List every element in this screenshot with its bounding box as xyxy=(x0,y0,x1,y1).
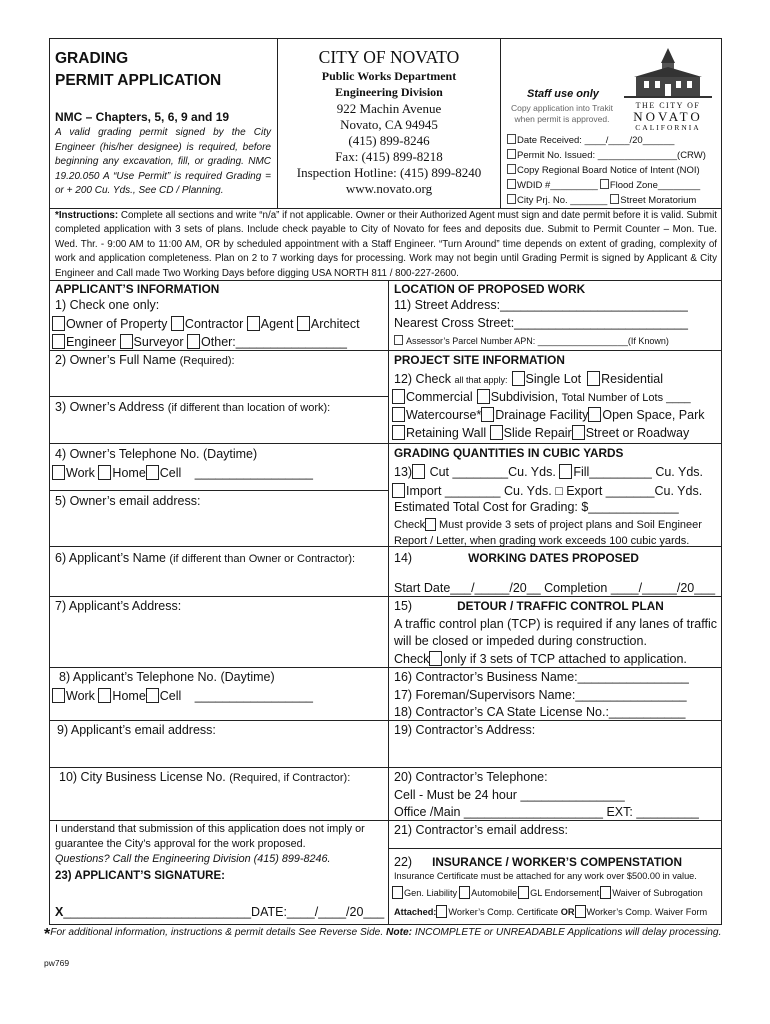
tcp-text: A traffic control plan (TCP) is required if any lanes of traffic will be closed or impeded during construction. xyxy=(394,617,717,648)
q8-phone-type xyxy=(52,688,313,703)
divider xyxy=(388,720,722,721)
signature-line[interactable] xyxy=(55,905,384,919)
checkbox[interactable] xyxy=(507,134,516,144)
label: □ Export _______Cu. Yds. xyxy=(555,484,703,498)
label: Import ________ Cu. Yds. xyxy=(406,484,552,498)
label: Cell xyxy=(159,689,182,703)
label: Work xyxy=(66,466,95,480)
fill-checkbox[interactable] xyxy=(559,464,572,479)
q17-foreman: 17) Foreman/Supervisors Name:________________ xyxy=(394,688,687,702)
cell-checkbox[interactable] xyxy=(146,688,159,703)
label: Commercial xyxy=(406,390,473,404)
gl-endorsement-checkbox[interactable] xyxy=(518,886,529,899)
division: Engineering Division xyxy=(335,85,443,99)
divider xyxy=(388,443,722,444)
label: Drainage Facility xyxy=(495,408,589,422)
label: 15) xyxy=(394,599,413,613)
label: Subdivision, xyxy=(490,390,559,404)
sig-x: X xyxy=(55,905,64,919)
label: Worker’s Comp. Waiver Form xyxy=(586,907,708,917)
label: 3) Owner’s Address xyxy=(55,400,165,414)
tcp-check xyxy=(394,651,687,666)
divider xyxy=(49,720,389,721)
note: (Required, if Contractor): xyxy=(229,772,351,784)
border-top xyxy=(49,38,722,39)
label: Street Moratorium xyxy=(620,195,697,206)
q1-label: 1) Check one only: xyxy=(55,298,160,312)
phone: (415) 899-8246 xyxy=(348,133,430,148)
nmc-note: A valid grading permit signed by the City Engineer (his/her designee) is required, before beginning any excavation, fill, or grading. NMC 19.20.050 A “Use Permit” is required Grading = or + 200 Cu. Yds., See CD / Planning. xyxy=(55,127,271,196)
note: For additional information, instructions & permit details See Reverse Side. xyxy=(50,927,384,938)
label: 14) xyxy=(394,551,413,565)
label: Fill_________ Cu. Yds. xyxy=(573,465,704,479)
label: Agent xyxy=(260,317,294,331)
instructions-label: *Instructions: xyxy=(55,210,119,221)
location-heading: LOCATION OF PROPOSED WORK xyxy=(394,282,586,296)
q1-row1 xyxy=(52,316,360,331)
label: Gen. Liability xyxy=(404,888,458,898)
q23-signature-label: 23) APPLICANT’S SIGNATURE: xyxy=(55,870,225,882)
q10-business-license xyxy=(59,770,350,784)
logo-line3: CALIFORNIA xyxy=(635,123,701,132)
gen-liability-checkbox[interactable] xyxy=(392,886,403,899)
home-checkbox[interactable] xyxy=(98,465,111,480)
label: Cut ________Cu. Yds. xyxy=(429,465,556,479)
form-title-line2: PERMIT APPLICATION xyxy=(55,72,222,89)
wdid xyxy=(507,179,700,191)
insurance-note: Insurance Certificate must be attached for any work over $500.00 in value. xyxy=(394,871,697,881)
logo-line1: THE CITY OF xyxy=(635,101,701,110)
q12-row1 xyxy=(394,371,663,386)
subdivision-checkbox[interactable] xyxy=(477,389,490,404)
q1-row2 xyxy=(52,334,347,349)
attached-row xyxy=(394,905,707,918)
label: Date Received: ____/____/20______ xyxy=(517,135,675,146)
q6-applicant-name xyxy=(55,551,355,565)
label: Check xyxy=(394,652,430,666)
divider xyxy=(500,38,501,208)
label: 6) Applicant’s Name xyxy=(55,551,166,565)
divider xyxy=(388,767,722,768)
label: Other:________________ xyxy=(201,335,348,349)
q12-row3 xyxy=(392,407,705,422)
q11-street-address: 11) Street Address:___________________________ xyxy=(394,298,688,312)
understand-statement: I understand that submission of this application does not imply or guarantee the City’s approval for the work proposed. xyxy=(55,823,365,850)
note: all that apply: xyxy=(454,375,508,385)
q5-owner-email: 5) Owner’s email address: xyxy=(55,494,201,508)
label: Engineer xyxy=(66,335,117,349)
border-left xyxy=(49,38,50,925)
label: Slide Repair xyxy=(503,426,572,440)
divider xyxy=(49,767,389,768)
surveyor-checkbox[interactable] xyxy=(120,334,133,349)
label: Owner of Property xyxy=(66,317,168,331)
divider xyxy=(49,396,389,397)
label: Flood Zone________ xyxy=(609,180,701,191)
insurance-types xyxy=(392,886,703,899)
drainage-checkbox[interactable] xyxy=(481,407,494,422)
label: 22) xyxy=(394,855,413,869)
form-title-line1: GRADING xyxy=(55,50,129,67)
label: Contractor xyxy=(184,317,244,331)
label: Check xyxy=(394,519,426,531)
street-checkbox[interactable] xyxy=(572,425,585,440)
q12-row4 xyxy=(392,425,689,440)
checkbox[interactable] xyxy=(600,179,609,189)
divider xyxy=(49,443,389,444)
label: 13) xyxy=(394,465,413,479)
cut-checkbox[interactable] xyxy=(412,464,425,479)
label: Architect xyxy=(310,317,360,331)
city-logo xyxy=(620,46,716,130)
divider xyxy=(388,667,722,668)
instructions-text: Complete all sections and write “n/a” if not applicable. Owner or their Authorized Agent must sign and date permit before it is valid. Submit completed application with 3 sets of plans. Include check payable to City of Novato for fees and deposits due. Submit to Permit Counter – Mon. Tue. Wed. Thr. - 9:00 AM to 11:00 AM, OR by scheduled appointment with a Staff Engineer. “Turn Around” time depends on extent of grading, complexity of work and application completeness. Plan on 2 to 7 working days for processing. Work may not begin until Grading Permit is signed by Applicant & City Engineer and Call made Two Working Days before digging USA NORTH 811 / 800-227-2600. xyxy=(55,210,717,279)
estimated-total-cost: Estimated Total Cost for Grading: $_____________ xyxy=(394,500,679,514)
wc-certificate-checkbox[interactable] xyxy=(436,905,447,918)
label: WDID #_________ xyxy=(517,180,598,191)
label: GL Endorsement xyxy=(530,888,600,898)
label: Automobile xyxy=(471,888,518,898)
line: _________________ xyxy=(194,466,313,480)
city-hall-icon xyxy=(620,46,716,102)
label: Residential xyxy=(601,372,663,386)
architect-checkbox[interactable] xyxy=(297,316,310,331)
logo-line2: NOVATO xyxy=(633,109,703,124)
border-bottom xyxy=(49,924,722,925)
label: City Prj. No. _______ xyxy=(517,195,608,206)
label: Street or Roadway xyxy=(585,426,690,440)
heading: INSURANCE / WORKER’S COMPENSTATION xyxy=(432,855,683,869)
slide-repair-checkbox[interactable] xyxy=(490,425,503,440)
applicant-info-heading: APPLICANT’S INFORMATION xyxy=(55,282,220,296)
divider xyxy=(49,667,389,668)
checkbox[interactable] xyxy=(610,194,619,204)
divider xyxy=(49,596,389,597)
heading: DETOUR / TRAFFIC CONTROL PLAN xyxy=(457,599,664,613)
q9-applicant-email: 9) Applicant’s email address: xyxy=(57,723,216,737)
staff-use-title: Staff use only xyxy=(527,88,599,100)
note: INCOMPLETE or UNREADABLE Applications will delay processing. xyxy=(414,927,722,938)
open-space-checkbox[interactable] xyxy=(588,407,601,422)
q13-import-export xyxy=(392,483,702,498)
border-right xyxy=(721,38,722,925)
fax: Fax: (415) 899-8218 xyxy=(335,149,443,164)
footer-note xyxy=(44,926,721,944)
address-line1: 922 Machin Avenue xyxy=(336,101,442,116)
apn xyxy=(394,335,669,346)
q19-contractor-address: 19) Contractor’s Address: xyxy=(394,723,536,737)
city-name: CITY OF NOVATO xyxy=(318,47,460,67)
copy-note: Copy application into Trakit when permit is approved. xyxy=(510,103,614,124)
inspection-hotline: Inspection Hotline: (415) 899-8240 xyxy=(296,165,482,180)
note: (Required): xyxy=(179,355,235,367)
label: Waiver of Subrogation xyxy=(612,888,703,898)
q18-license: 18) Contractor’s CA State License No.:___________ xyxy=(394,705,686,719)
nmc-chapters: NMC – Chapters, 5, 6, 9 and 19 xyxy=(55,110,230,124)
q22-insurance xyxy=(394,855,682,869)
divider xyxy=(49,546,389,547)
label: Cell xyxy=(159,466,182,480)
q8-applicant-phone: 8) Applicant’s Telephone No. (Daytime) xyxy=(59,670,275,684)
dates-line: Start Date___/_____/20__ Completion ____/_____/20___ xyxy=(394,581,716,595)
q20-contractor-phone: 20) Contractor’s Telephone: xyxy=(394,770,548,784)
label: Watercourse* xyxy=(406,408,482,422)
note: Note: xyxy=(386,927,413,938)
nearest-cross-street: Nearest Cross Street:_________________________ xyxy=(394,316,688,330)
label: Home xyxy=(112,466,146,480)
form-id: pw769 xyxy=(44,958,70,968)
divider xyxy=(49,490,389,491)
cell-24-hour: Cell - Must be 24 hour _______________ xyxy=(394,788,625,802)
permit-no-issued xyxy=(507,149,706,161)
board-notice xyxy=(507,164,700,176)
divider xyxy=(49,820,389,821)
residential-checkbox[interactable] xyxy=(587,371,600,386)
q13-cut-fill xyxy=(394,464,703,479)
q7-applicant-address: 7) Applicant’s Address: xyxy=(55,599,182,613)
office-main: Office /Main ____________________ EXT: _________ xyxy=(394,805,699,819)
work-checkbox[interactable] xyxy=(52,465,65,480)
checkbox[interactable] xyxy=(507,149,516,159)
website[interactable]: www.novato.org xyxy=(345,181,433,196)
label: Copy Regional Board Notice of Intent (NOI) xyxy=(517,165,700,176)
q15-detour xyxy=(394,599,664,613)
label: Single Lot xyxy=(525,372,582,386)
label: 12) Check xyxy=(394,372,451,386)
cell-checkbox[interactable] xyxy=(146,465,159,480)
q2-owner-name xyxy=(55,353,235,367)
note: (if different than Owner or Contractor): xyxy=(169,553,356,565)
instructions xyxy=(55,209,717,281)
apn-checkbox[interactable] xyxy=(394,335,403,345)
divider xyxy=(49,350,389,351)
star: * xyxy=(44,926,51,943)
agent-checkbox[interactable] xyxy=(247,316,260,331)
label: Total Number of Lots ____ xyxy=(561,392,691,404)
divider xyxy=(388,820,722,821)
divider xyxy=(388,848,722,849)
tcp-checkbox[interactable] xyxy=(429,651,442,666)
label: Home xyxy=(112,689,146,703)
label: only if 3 sets of TCP attached to application. xyxy=(443,652,687,666)
checkbox[interactable] xyxy=(507,164,516,174)
contractor-checkbox[interactable] xyxy=(171,316,184,331)
heading: WORKING DATES PROPOSED xyxy=(468,551,639,565)
work-checkbox[interactable] xyxy=(52,688,65,703)
checkbox[interactable] xyxy=(507,194,516,204)
divider xyxy=(388,280,389,925)
q16-contractor-name: 16) Contractor’s Business Name:________________ xyxy=(394,670,689,684)
label: Assessor’s Parcel Number APN: __________________(If Known) xyxy=(406,336,669,346)
owner-checkbox[interactable] xyxy=(52,316,65,331)
divider xyxy=(388,350,722,351)
date-received xyxy=(507,134,674,146)
q3-owner-address xyxy=(55,400,330,414)
label: OR xyxy=(560,907,575,917)
sig-line: ___________________________DATE:____/____/20___ xyxy=(63,905,385,919)
note: (if different than location of work): xyxy=(167,402,331,414)
label: Retaining Wall xyxy=(406,426,487,440)
automobile-checkbox[interactable] xyxy=(459,886,470,899)
department: Public Works Department xyxy=(321,69,457,83)
questions-line: Questions? Call the Engineering Division (415) 899-8246. xyxy=(55,853,331,865)
single-lot-checkbox[interactable] xyxy=(512,371,525,386)
label: Attached: xyxy=(394,907,437,917)
label: Surveyor xyxy=(133,335,184,349)
checkbox[interactable] xyxy=(507,179,516,189)
q21-contractor-email: 21) Contractor’s email address: xyxy=(394,823,568,837)
wc-waiver-checkbox[interactable] xyxy=(575,905,586,918)
q4-phone-type xyxy=(52,465,313,480)
home-checkbox[interactable] xyxy=(98,688,111,703)
label: 10) City Business License No. xyxy=(59,770,226,784)
label: 2) Owner’s Full Name xyxy=(55,353,177,367)
q12-row2 xyxy=(392,389,691,404)
other-checkbox[interactable] xyxy=(187,334,200,349)
commercial-checkbox[interactable] xyxy=(392,389,405,404)
watercourse-checkbox[interactable] xyxy=(392,407,405,422)
address-line2: Novato, CA 94945 xyxy=(340,117,438,132)
q14-working-dates xyxy=(394,551,639,565)
city-prj xyxy=(507,194,696,206)
q4-owner-phone: 4) Owner’s Telephone No. (Daytime) xyxy=(55,447,258,461)
retaining-wall-checkbox[interactable] xyxy=(392,425,405,440)
engineer-checkbox[interactable] xyxy=(52,334,65,349)
plans-requirement: Must provide 3 sets of project plans and Soil Engineer Report / Letter, when grading work exceeds 100 cubic yards. xyxy=(394,519,702,547)
label: Work xyxy=(66,689,95,703)
divider xyxy=(388,596,722,597)
waiver-subrogation-checkbox[interactable] xyxy=(600,886,611,899)
label: Open Space, Park xyxy=(602,408,705,422)
import-checkbox[interactable] xyxy=(392,483,405,498)
project-site-heading: PROJECT SITE INFORMATION xyxy=(394,353,565,367)
grading-quantities-heading: GRADING QUANTITIES IN CUBIC YARDS xyxy=(394,446,624,460)
line: _________________ xyxy=(194,689,313,703)
label: Worker’s Comp. Certificate xyxy=(448,907,559,917)
label: Permit No. Issued: _______________(CRW) xyxy=(517,150,706,161)
